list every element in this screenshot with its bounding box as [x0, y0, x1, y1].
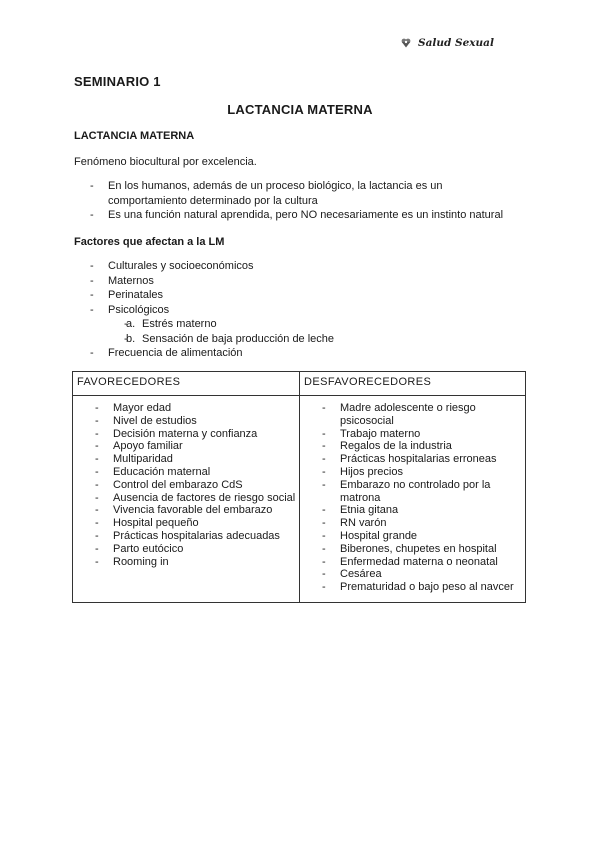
factors-table [72, 371, 526, 603]
favorecedores-cell [73, 396, 300, 603]
sub-list-text: Sensación de baja producción de leche [142, 332, 335, 345]
table-list-item: - Etnia gitana [300, 504, 525, 517]
section-heading-lactancia: LACTANCIA MATERNA [74, 130, 195, 142]
list-item: - Culturales y socioeconómicos [74, 259, 514, 274]
desfavorecedores-list [300, 402, 525, 594]
table-list-item: - Prematuridad o bajo peso al navcer [300, 581, 525, 594]
factors-list [74, 259, 514, 317]
table-list-item: - Enfermedad materna o neonatal [300, 556, 525, 569]
intro-paragraph: Fenómeno biocultural por excelencia. [74, 156, 257, 168]
list-item: - Es una función natural aprendida, pero NO necesariamente es un instinto natural [74, 208, 514, 223]
table-header-desfavorecedores: DESFAVORECEDORES [300, 372, 526, 396]
table-list-item: - Educación maternal [73, 466, 299, 479]
table-list-item: - Cesárea [300, 568, 525, 581]
table-list-item: - Madre adolescente o riesgo psicosocial [300, 402, 525, 428]
list-item: - Frecuencia de alimentación [74, 346, 514, 361]
factors-list-end [74, 346, 514, 361]
table-list-item: - Prácticas hospitalarias erroneas [300, 453, 525, 466]
sub-list-item [108, 332, 508, 347]
table-list-item: - RN varón [300, 517, 525, 530]
sub-list-item [108, 317, 508, 332]
list-item-label: Psicológicos [108, 303, 170, 316]
section-heading-factores: Factores que afectan a la LM [74, 236, 225, 248]
table-list-item: - Decisión materna y confianza [73, 428, 299, 441]
table-list-item: - Embarazo no controlado por la matrona [300, 479, 525, 505]
table-list-item: - Hospital pequeño [73, 517, 299, 530]
table-list-item: - Ausencia de factores de riesgo social [73, 492, 299, 505]
table-list-item: - Rooming in [73, 556, 299, 569]
table-list-item: - Nivel de estudios [73, 415, 299, 428]
table-list-item: - Parto eutócico [73, 543, 299, 556]
seminar-label: SEMINARIO 1 [74, 74, 161, 89]
table-list-item: - Multiparidad [73, 453, 299, 466]
header-brand [400, 37, 494, 49]
favorecedores-list [73, 402, 299, 568]
table-list-item: - Apoyo familiar [73, 440, 299, 453]
table-list-item: - Hospital grande [300, 530, 525, 543]
definition-list [74, 179, 514, 223]
table-list-item: - Trabajo materno [300, 428, 525, 441]
table-list-item: - Control del embarazo CdS [73, 479, 299, 492]
list-item [74, 303, 514, 318]
table-list-item: - Hijos precios [300, 466, 525, 479]
sub-list-text: Estrés materno [142, 318, 217, 330]
sub-list-letter: - b. [126, 332, 136, 345]
table-list-item: - Prácticas hospitalarias adecuadas [73, 530, 299, 543]
psychological-sublist [108, 317, 508, 346]
heart-flower-icon [400, 37, 412, 49]
page-title: LACTANCIA MATERNA [227, 102, 373, 117]
table-list-item: - Vivencia favorable del embarazo [73, 504, 299, 517]
table-list-item: - Mayor edad [73, 402, 299, 415]
brand-name: Salud Sexual [418, 37, 494, 49]
table-header-favorecedores: FAVORECEDORES [73, 372, 300, 396]
desfavorecedores-cell [300, 396, 526, 603]
table-list-item: - Biberones, chupetes en hospital [300, 543, 525, 556]
list-item: - Maternos [74, 274, 514, 289]
list-item: - Perinatales [74, 288, 514, 303]
sub-list-letter: - a. [126, 318, 136, 330]
list-item: - En los humanos, además de un proceso biológico, la lactancia es un comportamiento determinado por la cultura [74, 179, 514, 208]
table-list-item: - Regalos de la industria [300, 440, 525, 453]
